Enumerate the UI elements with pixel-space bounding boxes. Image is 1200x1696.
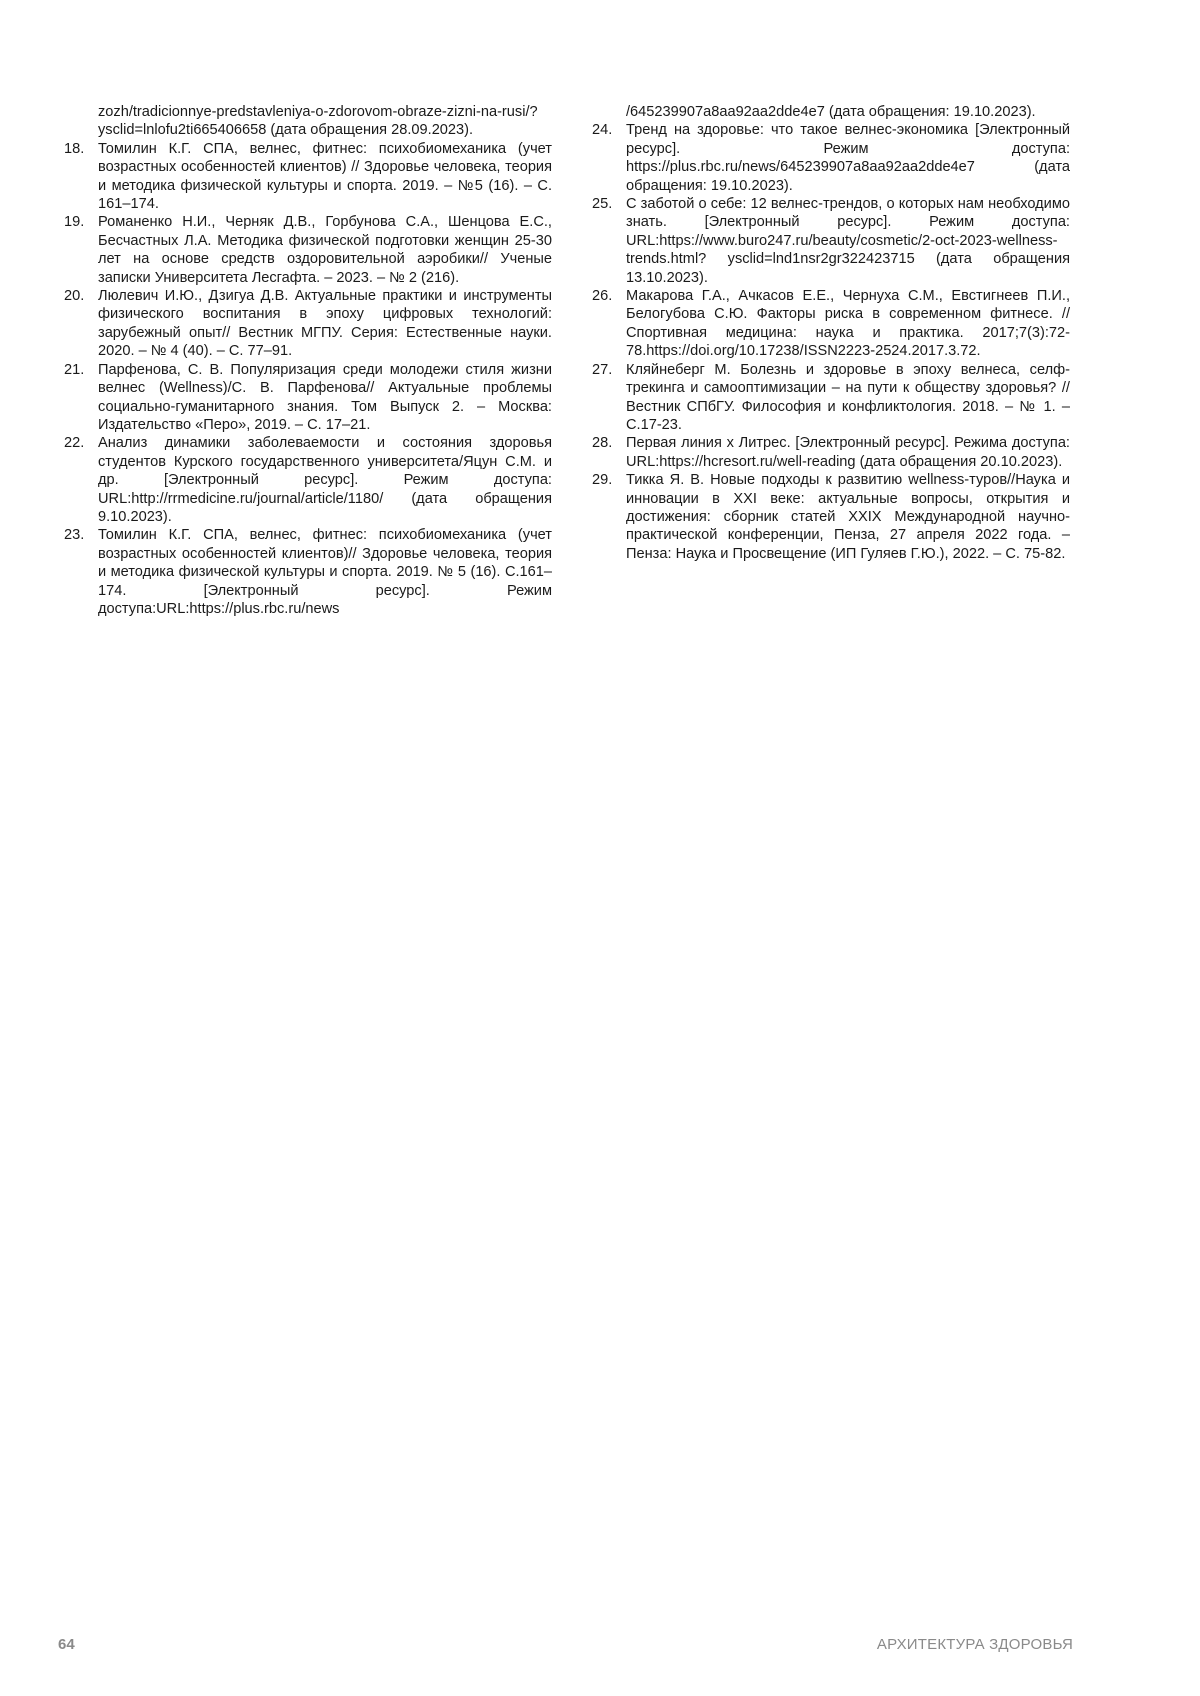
reference-number: 28. (592, 435, 613, 452)
references-right-column (590, 103, 1070, 563)
reference-item (590, 195, 1070, 287)
reference-text: С заботой о себе: 12 велнес-трендов, о которых нам необходимо знать. [Электронный ресурс]. Режим доступа: URL:https://www.buro247.ru/beauty/cosmetic/2-oct-2023-wellness-trends.html? ysclid=lnd1nsr2gr322423715 (дата обращения 13.10.2023). (626, 196, 1070, 286)
reference-text: Тренд на здоровье: что такое велнес-экономика [Электронный ресурс]. Режим доступа: https://plus.rbc.ru/news/645239907a8aa92aa2dde4e7 (дата обращения: 19.10.2023). (626, 122, 1070, 194)
reference-number: 24. (592, 122, 613, 139)
reference-text: Томилин К.Г. СПА, велнес, фитнес: психобиомеханика (учет возрастных особенностей клиентов) // Здоровье человека, теория и методика физической культуры и спорта. 2019. – №5 (16). – С. 161–174. (98, 140, 552, 213)
references-left-column (62, 103, 552, 618)
reference-item (590, 434, 1070, 471)
reference-text: Люлевич И.Ю., Дзигуа Д.В. Актуальные практики и инструменты физического воспитания в эпоху цифровых технологий: зарубежный опыт// Вестник МГПУ. Серия: Естественные науки. 2020. – № 4 (40). – С. 77–91. (98, 288, 552, 360)
reference-text: Тикка Я. В. Новые подходы к развитию wellness-туров//Наука и инновации в XXI веке: актуальные вопросы, открытия и достижения: сборник статей XXIX Международной научно-практической конференции, Пенза, 27 апреля 2022 года. – Пенза: Наука и Просвещение (ИП Гуляев Г.Ю.), 2022. – С. 75-82. (626, 472, 1070, 562)
reference-number: 18. (64, 140, 85, 157)
reference-item (62, 434, 552, 526)
reference-text: Парфенова, С. В. Популяризация среди молодежи стиля жизни велнес (Wellness)/С. В. Парфенова// Актуальные проблемы социально-гуманитарного знания. Том Выпуск 2. – Москва: Издательство «Перо», 2019. – С. 17–21. (98, 361, 552, 433)
reference-number: 20. (64, 288, 85, 305)
journal-title: АРХИТЕКТУРА ЗДОРОВЬЯ (876, 1636, 1073, 1653)
reference-text: Томилин К.Г. СПА, велнес, фитнес: психобиомеханика (учет возрастных особенностей клиентов)// Здоровье человека, теория и методика физической культуры и спорта. 2019. № 5 (16). С.161–174. [Электронный ресурс]. Режим доступа:URL:https://plus.rbc.ru/news (98, 527, 552, 617)
reference-number: 27. (592, 361, 613, 378)
reference-text: zozh/tradicionnye-predstavleniya-o-zdorovom-obraze-zizni-na-rusi/?ysclid=lnlofu2ti665406658 (дата обращения 28.09.2023). (98, 104, 538, 139)
reference-text: Анализ динамики заболеваемости и состояния здоровья студентов Курского государственного университета/Яцун С.М. и др. [Электронный ресурс]. Режим доступа: URL:http://rrmedicine.ru/journal/article/1180/ (дата обращения 9.10.2023). (98, 435, 552, 525)
reference-item (590, 103, 1070, 121)
reference-item (590, 121, 1070, 195)
reference-text: /645239907a8aa92aa2dde4e7 (дата обращения: 19.10.2023). (626, 104, 1036, 120)
reference-item (62, 526, 552, 618)
reference-item (62, 103, 552, 140)
reference-number: 29. (592, 472, 613, 489)
reference-number: 26. (592, 288, 613, 305)
page-number: 64 (58, 1636, 75, 1653)
reference-number: 21. (64, 361, 85, 378)
reference-number: 23. (64, 527, 85, 544)
reference-number: 19. (64, 214, 85, 231)
reference-text: Кляйнеберг М. Болезнь и здоровье в эпоху велнеса, селф-трекинга и самооптимизации – на пути к обществу здоровья? // Вестник СПбГУ. Философия и конфликтология. 2018. – № 1. – С.17-23. (626, 361, 1070, 433)
reference-text: Романенко Н.И., Черняк Д.В., Горбунова С.А., Шенцова Е.С., Бесчастных Л.А. Методика физической подготовки женщин 25-30 лет на основе средств оздоровительной аэробики// Ученые записки Университета Лесгафта. – 2023. – № 2 (216). (98, 214, 552, 286)
reference-item (62, 287, 552, 361)
reference-item (62, 213, 552, 287)
reference-item (590, 361, 1070, 435)
reference-number: 25. (592, 196, 613, 213)
reference-text: Макарова Г.А., Ачкасов Е.Е., Чернуха С.М., Евстигнеев П.И., Белогубова С.Ю. Факторы риска в современном фитнесе. //Спортивная медицина: наука и практика. 2017;7(3):72-78.https://doi.org/10.17238/ISSN2223-2524.2017.3.72. (626, 288, 1070, 360)
reference-item (590, 471, 1070, 563)
reference-item (62, 140, 552, 214)
reference-text: Первая линия х Литрес. [Электронный ресурс]. Режима доступа: URL:https://hcresort.ru/well-reading (дата обращения 20.10.2023). (626, 435, 1070, 470)
reference-item (590, 287, 1070, 361)
reference-number: 22. (64, 435, 85, 452)
reference-item (62, 361, 552, 435)
